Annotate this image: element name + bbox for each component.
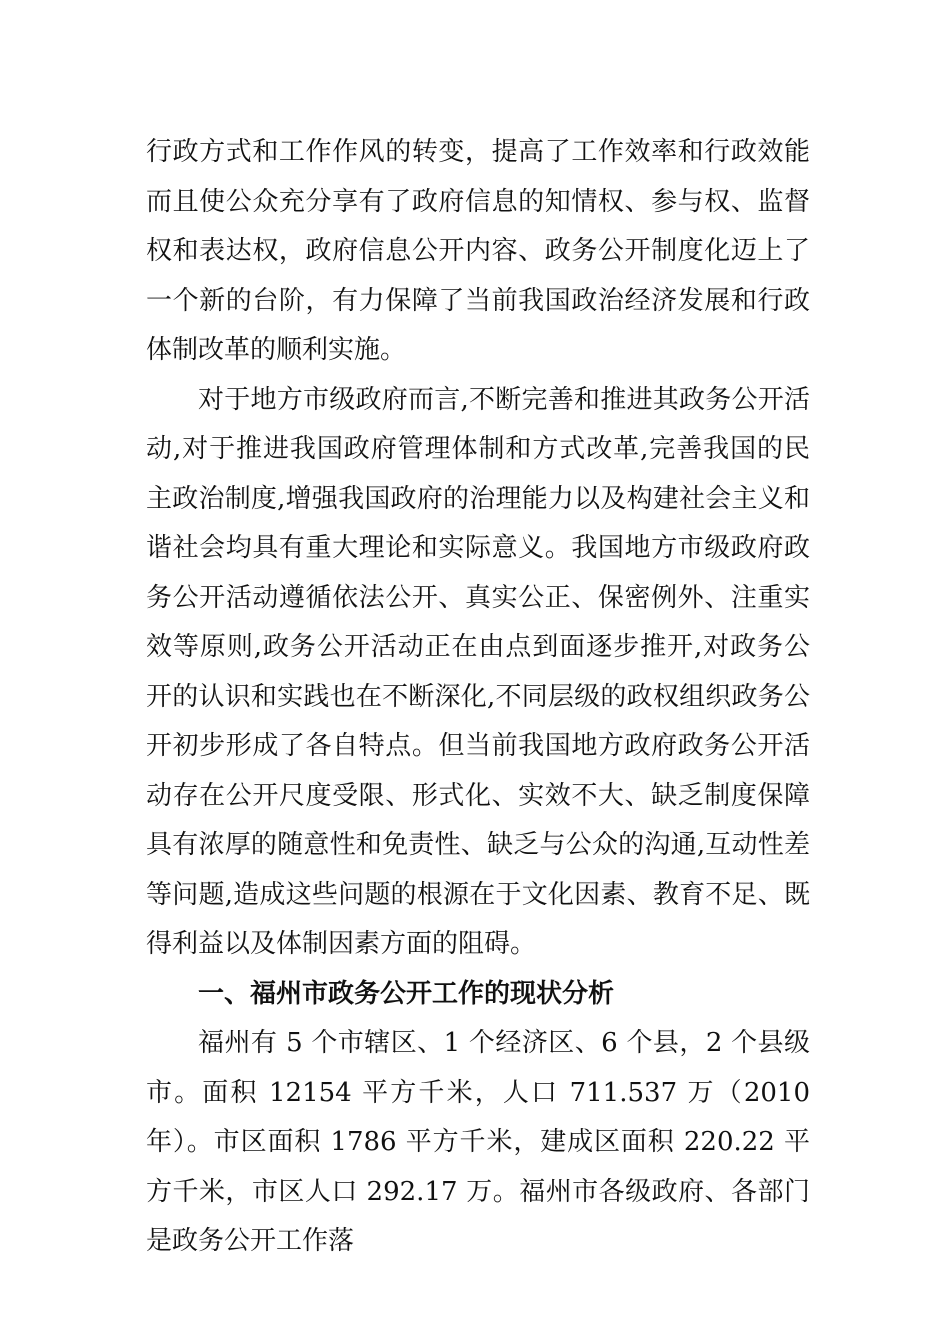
- paragraph-municipal-government: 对于地方市级政府而言,不断完善和推进其政务公开活动,对于推进我国政府管理体制和方式改革,完善我国的民主政治制度,增强我国政府的治理能力以及构建社会主义和谐社会均具有重大理论和实际意义。我国地方市级政府政务公开活动遵循依法公开、真实公正、保密例外、注重实效等原则,政务公开活动正在由点到面逐步推开,对政务公开的认识和实践也在不断深化,不同层级的政权组织政务公开初步形成了各自特点。但当前我国地方政府政务公开活动存在公开尺度受限、形式化、实效不大、缺乏制度保障具有浓厚的随意性和免责性、缺乏与公众的沟通,互动性差等问题,造成这些问题的根源在于文化因素、教育不足、既得利益以及体制因素方面的阻碍。: [146, 384, 810, 959]
- paragraph-fuzhou-overview: 福州有 5 个市辖区、1 个经济区、6 个县，2 个县级市。面积 12154 平方千米，人口 711.537 万（2010 年）。市区面积 1786 平方千米，建成区面积 220.22 平方千米，市区人口 292.17 万。福州市各级政府、各部门是政务公开工作落: [146, 1028, 810, 1256]
- section-heading: 一、福州市政务公开工作的现状分析: [198, 978, 615, 1009]
- document-body: [146, 128, 810, 1267]
- paragraph-continued: 行政方式和工作作风的转变，提高了工作效率和行政效能而且使公众充分享有了政府信息的知情权、参与权、监督权和表达权，政府信息公开内容、政务公开制度化迈上了一个新的台阶，有力保障了当前我国政治经济发展和行政体制改革的顺利实施。: [146, 137, 810, 365]
